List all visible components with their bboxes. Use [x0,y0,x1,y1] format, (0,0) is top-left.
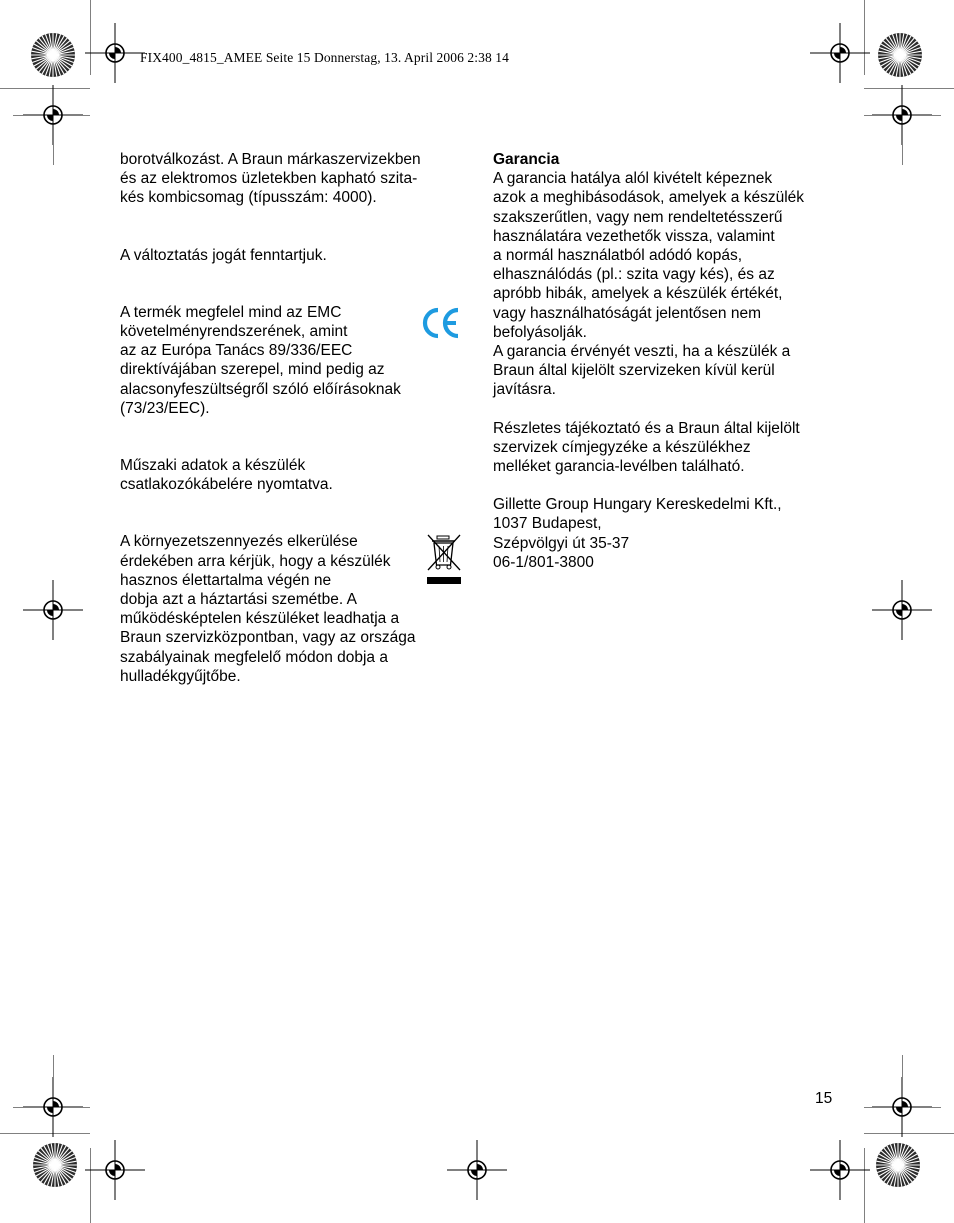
text-line: A garancia hatálya alól kivételt képeznek [493,170,773,188]
text-line: dobja azt a háztartási szemétbe. A [120,591,357,609]
text-line: Gillette Group Hungary Kereskedelmi Kft., [493,496,782,514]
text-line: kés kombicsomag (típusszám: 4000). [120,189,377,207]
text-line: A garancia érvényét veszti, ha a készülék a [493,343,791,361]
text-line: Braun szervizközpontban, vagy az országa [120,629,416,647]
text-line: Szépvölgyi út 35-37 [493,534,630,552]
registration-mark-icon [872,85,932,145]
text-line: 1037 Budapest, [493,515,602,533]
text-line: szakszerűtlen, vagy nem rendeltetésszerű [493,208,783,226]
paragraph-ce-compliance [120,303,465,418]
text-line: 06-1/801-3800 [493,553,594,571]
paragraph-rights-reserved [120,246,465,265]
page-number: 15 [815,1090,833,1107]
text-line: A termék megfelel mind az EMC [120,303,342,321]
registration-mark-icon [872,1077,932,1137]
text-line: elhasználódás (pl.: szita vagy kés), és az [493,266,775,284]
text-line: direktívájában szerepel, mind pedig az [120,361,385,379]
registration-mark-icon [23,85,83,145]
text-line: hulladékgyűjtőbe. [120,667,241,685]
text-line: szabályainak megfelelő módon dobja a [120,648,388,666]
right-column [493,150,843,572]
crossed-bin-icon [425,532,463,586]
text-line: és az elektromos üzletekben kapható szita- [120,170,418,188]
paragraph-service-info [493,419,843,477]
ce-mark-icon [419,305,461,341]
color-target-icon [32,1142,78,1188]
text-line: A változtatás jogát fenntartjuk. [120,246,327,264]
text-line: alacsonyfeszültségről szóló előírásoknak [120,380,401,398]
color-target-icon [30,32,76,78]
registration-mark-icon [872,580,932,640]
registration-mark-icon [810,1140,870,1200]
text-line: vagy használhatóságát jelentősen nem [493,304,761,322]
warranty-heading: Garancia [493,151,560,168]
text-line: csatlakozókábelére nyomtatva. [120,476,333,494]
registration-mark-icon [23,580,83,640]
text-line: a normál használatból adódó kopás, [493,247,743,265]
color-target-icon [875,1142,921,1188]
color-target-icon [877,32,923,78]
text-line: az az Európa Tanács 89/336/EEC [120,342,353,360]
text-line: érdekében arra kérjük, hogy a készülék [120,552,391,570]
paragraph-warranty [493,150,843,400]
print-slug-header: FIX400_4815_AMEE Seite 15 Donnerstag, 13. April 2006 2:38 14 [140,50,509,65]
registration-mark-icon [85,23,145,83]
text-line: melléket garancia-levélben található. [493,458,745,476]
text-line: hasznos élettartalma végén ne [120,571,332,589]
registration-mark-icon [447,1140,507,1200]
text-line: A környezetszennyezés elkerülése [120,533,358,551]
paragraph-address [493,495,843,572]
text-line: követelményrendszerének, amint [120,323,348,341]
paragraph-technical-data [120,456,465,494]
paragraph-shaving-kit [120,150,465,208]
text-line: szervizek címjegyzéke a készülékhez [493,438,751,456]
text-line: működésképtelen készüléket leadhatja a [120,610,400,628]
text-line: apróbb hibák, amelyek a készülék értékét, [493,285,783,303]
text-line: Műszaki adatok a készülék [120,457,306,475]
registration-mark-icon [23,1077,83,1137]
left-column [120,150,465,686]
text-line: javításra. [493,381,556,399]
text-line: használatára vezethetők vissza, valamint [493,227,775,245]
text-line: borotválkozást. A Braun márkaszervizekben [120,151,421,168]
text-line: Braun által kijelölt szervizeken kívül kerül [493,362,775,380]
text-line: Részletes tájékoztató és a Braun által kijelölt [493,419,800,437]
text-line: (73/23/EEC). [120,399,210,417]
text-line: befolyásolják. [493,323,587,341]
text-line: azok a meghibásodások, amelyek a készülék [493,189,805,207]
registration-mark-icon [810,23,870,83]
registration-mark-icon [85,1140,145,1200]
paragraph-disposal [120,532,465,686]
